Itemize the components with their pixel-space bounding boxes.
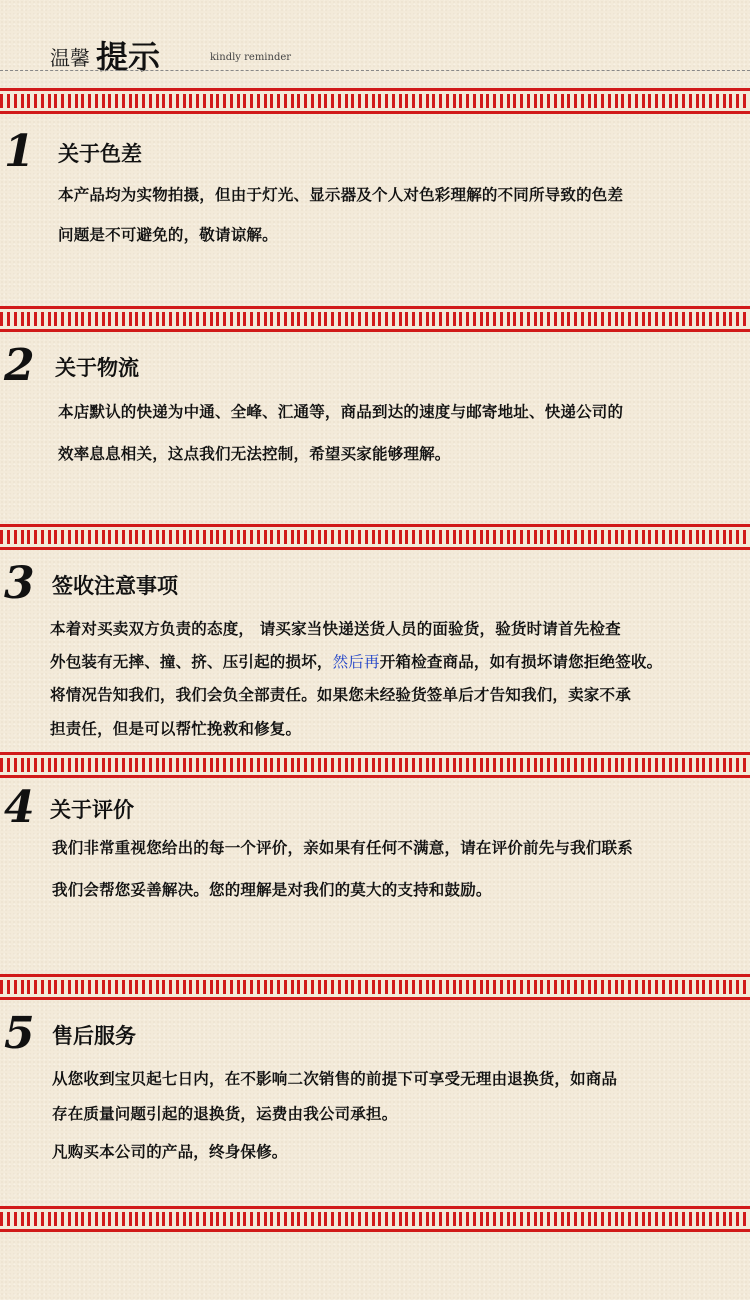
section-text-line: 存在质量问题引起的退换货，运费由我公司承担。 [52, 1105, 398, 1123]
section-text-line: 本着对买卖双方负责的态度， 请买家当快递送货人员的面验货，验货时请首先检查 [50, 620, 621, 638]
section-text-line: 将情况告知我们，我们会负全部责任。如果您未经验货签单后才告知我们，卖家不承 [50, 686, 631, 704]
header-subtitle: kindly reminder [210, 52, 292, 63]
section-text-line: 我们会帮您妥善解决。您的理解是对我们的莫大的支持和鼓励。 [52, 881, 492, 899]
section-title: 签收注意事项 [52, 574, 178, 598]
section-title: 售后服务 [52, 1024, 136, 1048]
header [0, 0, 750, 80]
section-title: 关于物流 [55, 356, 139, 380]
highlight-text: 然后再 [332, 653, 380, 671]
header-title-big: 提示 [96, 38, 161, 76]
section-number: 5 [4, 1008, 35, 1059]
section-number: 4 [4, 782, 35, 833]
header-divider [0, 70, 750, 71]
section-text-line [50, 650, 662, 672]
section-text-segment: 外包装有无摔、撞、挤、压引起的损坏， [50, 653, 333, 671]
decorative-border [0, 974, 750, 1000]
section-text-line: 担责任，但是可以帮忙挽救和修复。 [50, 720, 302, 738]
section-text-line: 凡购买本公司的产品，终身保修。 [52, 1143, 288, 1161]
section-text-line: 我们非常重视您给出的每一个评价，亲如果有任何不满意，请在评价前先与我们联系 [52, 839, 633, 857]
section-title: 关于评价 [50, 798, 134, 822]
section-number: 3 [4, 558, 35, 609]
section-text-line: 效率息息相关，这点我们无法控制，希望买家能够理解。 [58, 445, 451, 463]
section-text-segment: 开箱检查商品，如有损坏请您拒绝签收。 [379, 653, 663, 671]
section-text-line: 问题是不可避免的，敬请谅解。 [58, 226, 278, 244]
header-title-small: 温馨 [50, 46, 90, 70]
section-title: 关于色差 [58, 142, 142, 166]
section-number: 1 [4, 126, 35, 177]
decorative-border [0, 1206, 750, 1232]
decorative-border [0, 88, 750, 114]
decorative-border [0, 524, 750, 550]
section-number: 2 [4, 340, 35, 391]
section-text-line: 本产品均为实物拍摄，但由于灯光、显示器及个人对色彩理解的不同所导致的色差 [58, 186, 624, 204]
section-text-line: 本店默认的快递为中通、全峰、汇通等，商品到达的速度与邮寄地址、快递公司的 [58, 403, 624, 421]
section-text-line: 从您收到宝贝起七日内，在不影响二次销售的前提下可享受无理由退换货，如商品 [52, 1070, 618, 1088]
decorative-border [0, 306, 750, 332]
decorative-border [0, 752, 750, 778]
